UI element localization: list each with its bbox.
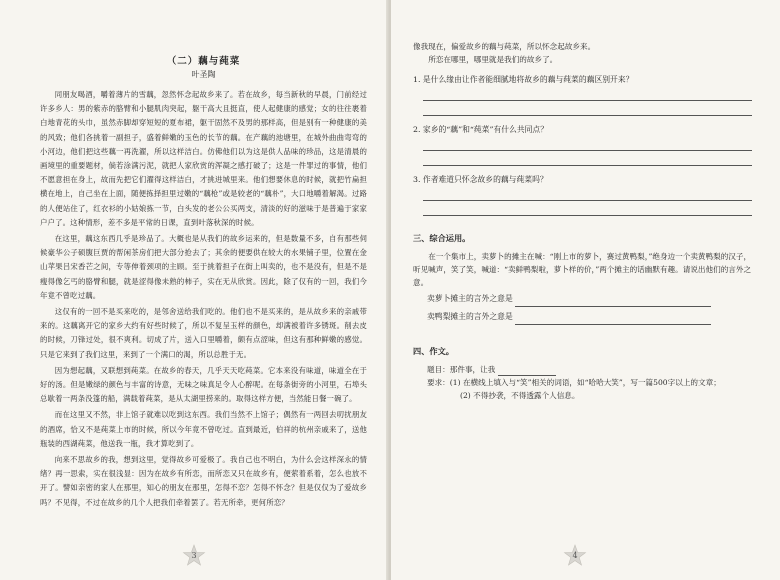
essay-topic-text: 题目：那件事，让我 [427, 365, 496, 374]
question-2: 2. 家乡的“藕”和“莼菜”有什么共同点？ [413, 125, 549, 134]
requirement-2: (2) 不得抄袭，不得透露个人信息。 [460, 391, 580, 400]
right-page [391, 0, 780, 580]
page-number-right-text: 4 [572, 551, 578, 560]
article-paragraph-6: 向来不思故乡的我，想到这里，觉得故乡可爱极了。我自己也不明白，为什么会这样深永的情绪？再一思索，实在很浅显：因为在故乡有所恋，而所恋又只在故乡有，便萦着系着，怎么也放不开了。譬如亲密的家人在那里，知心的朋友在那里，怎得不恋？怎得不怀念？但是仅仅为了爱故乡吗？不见得，不过在故乡的几个人把我们牵着罢了。若无所牵，更何所恋？ [40, 455, 367, 507]
section-3-text: 在一个集市上，卖萝卜的摊主在喊：“刚上市的萝卜，赛过黄鸭梨，”绝身边一个卖黄鸭梨的汉子，听见喊声，笑了笑，喊道：“卖鲜鸭梨啦，萝卜样的价，”两个摊主的话幽默有趣。请说出他们的言外之意。 [413, 252, 752, 287]
answer-line[interactable] [423, 136, 752, 151]
article-paragraph-5: 而在这里又不然，非上馆子就难以吃到这东西。我们当然不上馆子；偶然有一两回去叨扰朋友的酒席，恰又不是莼菜上市的时候，所以今年竟不曾吃过。直到最近，伯祥的杭州亲戚来了，送他瓶装的西湖莼菜，他送我一瓶，我才算吃到了。 [40, 410, 367, 448]
question-3: 3. 作者难道只怀念故乡的藕与莼菜吗？ [413, 175, 548, 184]
article-paragraph-3: 这仅有的一回不是买来吃的，是邻舍送给我们吃的。他们也不是买来的，是从故乡来的亲戚带来的。这藕离开它的家乡大约有好些时候了，所以不复呈玉样的颜色，却满被着许多锈斑。削去皮的时候，刀锋过处，很不爽利。切成了片，送入口里嚼着，颇有点涩味，但这有那种鲜嫩的感觉。只是它来到了我们这里，来到了一个满口的渴，所以总胜于无。 [40, 307, 367, 359]
answer-line[interactable] [423, 86, 752, 101]
question-1: 1. 是什么缘由让作者能细腻地将故乡的藕与莼菜的藕区别开来？ [413, 75, 634, 84]
requirement-1: 要求：(1) 在横线上填入与“笑”相关的词语，如“哈哈大笑”，写一篇500字以上的文章； [427, 378, 721, 387]
answer-label-pear: 卖鸭梨摊主的言外之意是 [427, 312, 513, 321]
answer-blank-pear[interactable] [515, 312, 711, 325]
article-continued-2: 所恋在哪里，哪里就是我们的故乡了。 [428, 55, 558, 64]
answer-label-radish: 卖萝卜摊主的言外之意是 [427, 294, 513, 303]
page-number-left [182, 544, 206, 568]
article-paragraph-1: 同朋友喝酒，嚼着薄片的雪藕，忽然怀念起故乡来了。若在故乡，每当新秋的早晨，门前经过许多乡人：男的紫赤的胳臂和小腿肌肉突起，躯干高大且挺直，使人起健康的感觉；女的往往裹着白地青花的头巾，虽然赤脚却穿短短的夏布裙，躯干固然不及男的那样高，但是别有一种健康的美的风致；他们各挑着一副担子，盛着鲜嫩的玉色的长节的藕。在产藕的池塘里，在城外曲曲弯弯的小河边，他们把这些藕一再洗濯，所以这样洁白。仿佛他们以为这是供人品味的珍品，这是清晨的画境里的重要题材，倘若涂满污泥，就把人家欣赏的浑凝之感打破了；这是一件罪过的事情，他们不愿意担在身上，故而先把它们濯得这样洁白，才挑进城里来。他们想要休息的时候，就把竹扁担横在地上，自己坐在上面，随便拣择担里过嫩的“藕枪”或是较老的“藕朴”，大口地嚼着解渴。过路的人便站住了，红衣衫的小姑娘拣一节，白头发的老公公买两支，清淡的好的滋味于是普遍于家家户户了。这种情形，差不多是平常的日课，直到叶落秋深的时候。 [40, 90, 367, 227]
section-4-title: 四、作文。 [413, 346, 454, 356]
essay-topic [427, 363, 752, 376]
page-number-left-text: 3 [191, 551, 197, 560]
answer-line[interactable] [423, 151, 752, 166]
page-number-right [563, 544, 587, 568]
article-continued-1: 像我现在，偏爱故乡的藕与莼菜，所以怀念起故乡来。 [413, 42, 596, 51]
article-title: （二）藕与莼菜 [166, 56, 241, 67]
answer-line[interactable] [423, 201, 752, 216]
article-paragraph-4: 因为想起藕，又联想到莼菜。在故乡的春天，几乎天天吃莼菜。它本来没有味道，味道全在于好的汤。但是嫩绿的颜色与丰富的诗意，无味之味真足令人心醉呢。在每条街旁的小河里，石埠头总歇着一两条没篷的船，满载着莼菜，是从太湖里捞来的。取得这样方便，当然能日餐一碗了。 [40, 365, 367, 404]
essay-topic-blank[interactable] [498, 364, 556, 376]
answer-blank-radish[interactable] [515, 294, 711, 307]
answer-row-radish [427, 291, 752, 307]
answer-row-pear [427, 309, 752, 325]
answer-line[interactable] [423, 101, 752, 116]
answer-line[interactable] [423, 186, 752, 201]
article-paragraph-2: 在这里，藕这东西几乎是珍品了。大概也是从我们的故乡运来的，但是数量不多，自有那些伺候豪华公子硕腹巨贾的帮闲茶房们把大部分抢去了；其余的便要供在较大的水果铺子里，位置在金山苹果吕宋香芒之间，专等伸着颈项的主顾。至于挑着担子在街上叫卖的，也不是没有，但是不是瘦得像乞丐的胳臂和腿，就是涩得像未熟的柿子，实在无从欣赏。因此，除了仅有的一回，我们今年竟不曾吃过藕。 [40, 234, 367, 300]
left-page [0, 0, 389, 580]
section-3-title: 三、综合运用。 [413, 233, 471, 243]
article-author: 叶圣陶 [191, 70, 216, 79]
